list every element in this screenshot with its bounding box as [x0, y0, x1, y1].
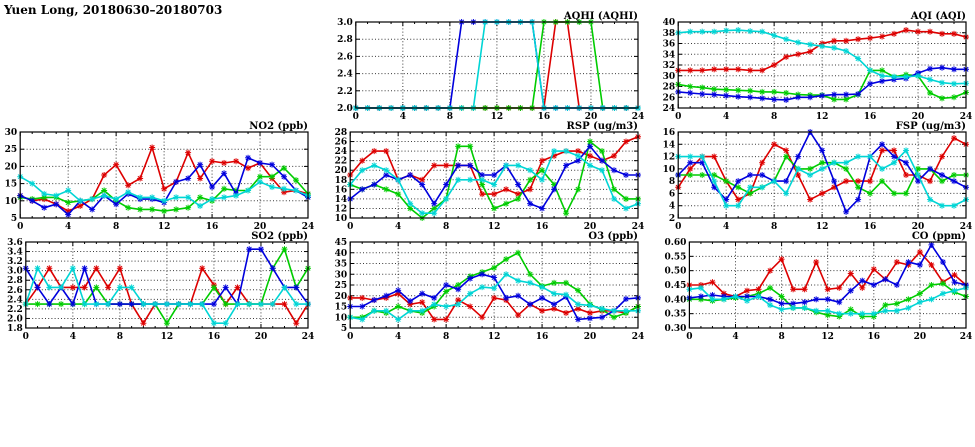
xtick-label: 16 [205, 222, 219, 232]
xtick-label: 4 [732, 332, 739, 342]
ytick-label: 24 [334, 147, 348, 158]
chart-aqi [658, 10, 974, 122]
xtick-label: 0 [347, 222, 354, 232]
xtick-label: 16 [863, 222, 877, 232]
xtick-label: 8 [116, 332, 123, 342]
axis-labels [5, 128, 315, 232]
ytick-label: 30 [4, 128, 18, 138]
ytick-label: 16 [662, 128, 676, 138]
ytick-label: 0.40 [664, 295, 687, 306]
xtick-label: 8 [446, 112, 453, 122]
xtick-label: 8 [113, 222, 120, 232]
xtick-label: 20 [253, 222, 267, 232]
ytick-label: 24 [662, 104, 676, 114]
xtick-label: 16 [535, 222, 549, 232]
ytick-label: 2.6 [7, 285, 23, 296]
ytick-label: 5 [10, 214, 18, 224]
series-blue [347, 143, 641, 211]
xtick-label: 4 [69, 332, 76, 342]
xtick-label: 20 [583, 332, 597, 342]
ytick-label: 35 [334, 259, 348, 270]
ytick-label: 40 [334, 248, 348, 259]
xtick-label: 24 [301, 222, 315, 232]
chart-title-so2: SO2 (ppb) [251, 231, 308, 242]
ytick-label: 18 [334, 175, 348, 186]
series-red [347, 134, 641, 197]
xtick-label: 4 [723, 222, 730, 232]
xtick-label: 24 [959, 222, 973, 232]
series-red-markers [347, 134, 641, 197]
xtick-label: 20 [913, 332, 927, 342]
chart-svg-co [658, 230, 974, 342]
xtick-label: 12 [815, 222, 829, 232]
chart-rsp [330, 120, 646, 232]
chart-no2 [0, 120, 316, 232]
xtick-label: 16 [867, 332, 881, 342]
ytick-label: 3.2 [7, 257, 23, 268]
series-cyan [353, 19, 641, 111]
chart-o3 [330, 230, 646, 342]
xtick-label: 12 [821, 332, 834, 342]
series-cyan-line [26, 268, 308, 323]
series-green-line [26, 249, 308, 323]
ytick-label: 2.2 [7, 304, 23, 315]
ytick-label: 10 [334, 313, 348, 324]
xtick-label: 20 [254, 332, 268, 342]
series-red-markers [353, 19, 641, 111]
chart-so2 [0, 230, 316, 342]
ytick-label: 8 [668, 177, 676, 188]
series-red [675, 27, 969, 73]
xtick-label: 12 [160, 332, 174, 342]
ytick-label: 0.30 [664, 324, 687, 334]
xtick-label: 24 [631, 222, 645, 232]
ytick-label: 12 [334, 204, 348, 215]
xtick-label: 4 [395, 332, 402, 342]
xtick-label: 12 [487, 332, 501, 342]
ytick-label: 36 [662, 39, 676, 50]
ytick-label: 25 [334, 281, 348, 291]
xtick-label: 8 [771, 222, 778, 232]
xtick-label: 16 [537, 112, 551, 122]
gridlines [356, 22, 638, 108]
series-green-markers [353, 19, 641, 111]
ytick-label: 38 [662, 28, 676, 39]
ytick-label: 0.45 [664, 281, 687, 291]
xtick-label: 12 [157, 222, 171, 232]
ytick-label: 40 [662, 18, 676, 28]
xtick-label: 16 [535, 332, 549, 342]
xtick-label: 8 [778, 332, 785, 342]
xtick-label: 4 [399, 112, 406, 122]
xtick-label: 16 [863, 112, 877, 122]
xtick-label: 0 [675, 222, 682, 232]
ytick-label: 20 [334, 291, 348, 302]
ytick-label: 22 [334, 156, 348, 167]
gridlines [678, 132, 966, 218]
ytick-label: 34 [662, 50, 676, 61]
xtick-label: 4 [65, 222, 72, 232]
xtick-label: 12 [815, 112, 829, 122]
chart-svg-rsp [330, 120, 646, 232]
ytick-label: 2.8 [7, 276, 23, 287]
ytick-label: 26 [334, 137, 348, 148]
chart-title-fsp: FSP (ug/m3) [895, 121, 966, 132]
ytick-label: 6 [668, 189, 676, 200]
xtick-label: 0 [22, 332, 29, 342]
series-green [353, 19, 641, 111]
ytick-label: 10 [334, 214, 348, 224]
ytick-label: 30 [662, 71, 676, 82]
ytick-label: 2.2 [337, 86, 353, 97]
series-green-line [350, 253, 638, 317]
xtick-label: 20 [584, 112, 598, 122]
chart-svg-o3 [330, 230, 646, 342]
xtick-label: 24 [959, 332, 973, 342]
xtick-label: 0 [17, 222, 24, 232]
gridlines [26, 242, 308, 328]
ytick-label: 2.8 [337, 35, 353, 46]
ytick-label: 3.4 [7, 247, 23, 258]
xtick-label: 20 [583, 222, 597, 232]
chart-svg-aqhi [330, 10, 646, 122]
chart-title-co: CO (ppm) [911, 231, 966, 242]
ytick-label: 12 [662, 152, 676, 163]
ytick-label: 32 [662, 61, 676, 71]
xtick-label: 0 [686, 332, 693, 342]
series-cyan-markers [353, 19, 641, 111]
xtick-label: 8 [443, 332, 450, 342]
xtick-label: 16 [207, 332, 221, 342]
ytick-label: 28 [662, 82, 676, 93]
ytick-label: 3.6 [7, 238, 23, 248]
xtick-label: 8 [771, 112, 778, 122]
chart-title-aqi: AQI (AQI) [910, 11, 966, 22]
ytick-label: 14 [662, 140, 676, 151]
xtick-label: 4 [395, 222, 402, 232]
ytick-label: 45 [334, 238, 348, 248]
chart-svg-fsp [658, 120, 974, 232]
series-red-markers [675, 27, 969, 73]
series-red [353, 19, 641, 111]
xtick-label: 20 [911, 112, 925, 122]
xtick-label: 0 [352, 112, 359, 122]
xtick-label: 24 [959, 112, 973, 122]
series-cyan [675, 27, 969, 87]
ytick-label: 0.60 [664, 238, 687, 248]
chart-title-no2: NO2 (ppb) [249, 121, 308, 132]
chart-co [658, 230, 974, 342]
xtick-label: 0 [347, 332, 354, 342]
chart-title-rsp: RSP (ug/m3) [566, 121, 638, 132]
ytick-label: 2.4 [7, 295, 23, 306]
chart-svg-aqi [658, 10, 974, 122]
chart-title-o3: O3 (ppb) [588, 231, 638, 242]
chart-title-aqhi: AQHI (AQHI) [563, 11, 638, 22]
page-title: Yuen Long, 20180630–20180703 [4, 3, 223, 17]
ytick-label: 10 [662, 164, 676, 175]
chart-svg-so2 [0, 230, 316, 342]
ytick-label: 20 [4, 162, 18, 173]
ytick-label: 3.0 [337, 18, 353, 28]
ytick-label: 4 [668, 201, 676, 212]
xtick-label: 24 [301, 332, 315, 342]
ytick-label: 2.6 [337, 52, 353, 63]
xtick-label: 4 [723, 112, 730, 122]
ytick-label: 16 [334, 185, 348, 196]
series-blue-markers [353, 19, 641, 111]
ytick-label: 14 [334, 194, 348, 205]
ytick-label: 0.55 [664, 252, 687, 263]
ytick-label: 28 [334, 128, 348, 138]
ytick-label: 5 [340, 324, 348, 334]
xtick-label: 12 [490, 112, 504, 122]
xtick-label: 24 [631, 332, 645, 342]
ytick-label: 2.4 [337, 69, 353, 80]
chart-fsp [658, 120, 974, 232]
ytick-label: 30 [334, 270, 348, 281]
ytick-label: 0.35 [664, 309, 687, 320]
ytick-label: 25 [4, 145, 18, 156]
ytick-label: 2.0 [337, 104, 353, 114]
chart-aqhi [330, 10, 646, 122]
xtick-label: 8 [443, 222, 450, 232]
ytick-label: 20 [334, 166, 348, 177]
ytick-label: 2 [668, 214, 676, 224]
xtick-label: 0 [675, 112, 682, 122]
xtick-label: 24 [631, 112, 645, 122]
chart-svg-no2 [0, 120, 316, 232]
ytick-label: 1.8 [7, 324, 23, 334]
ytick-label: 2.0 [7, 314, 23, 325]
series-blue [353, 19, 641, 111]
ytick-label: 0.50 [664, 266, 687, 277]
ytick-label: 3.0 [7, 266, 23, 277]
ytick-label: 15 [334, 302, 348, 313]
ytick-label: 10 [4, 196, 18, 207]
ytick-label: 26 [662, 93, 676, 104]
axis-labels [335, 238, 645, 342]
ytick-label: 15 [4, 179, 18, 190]
xtick-label: 20 [911, 222, 925, 232]
xtick-label: 12 [487, 222, 501, 232]
